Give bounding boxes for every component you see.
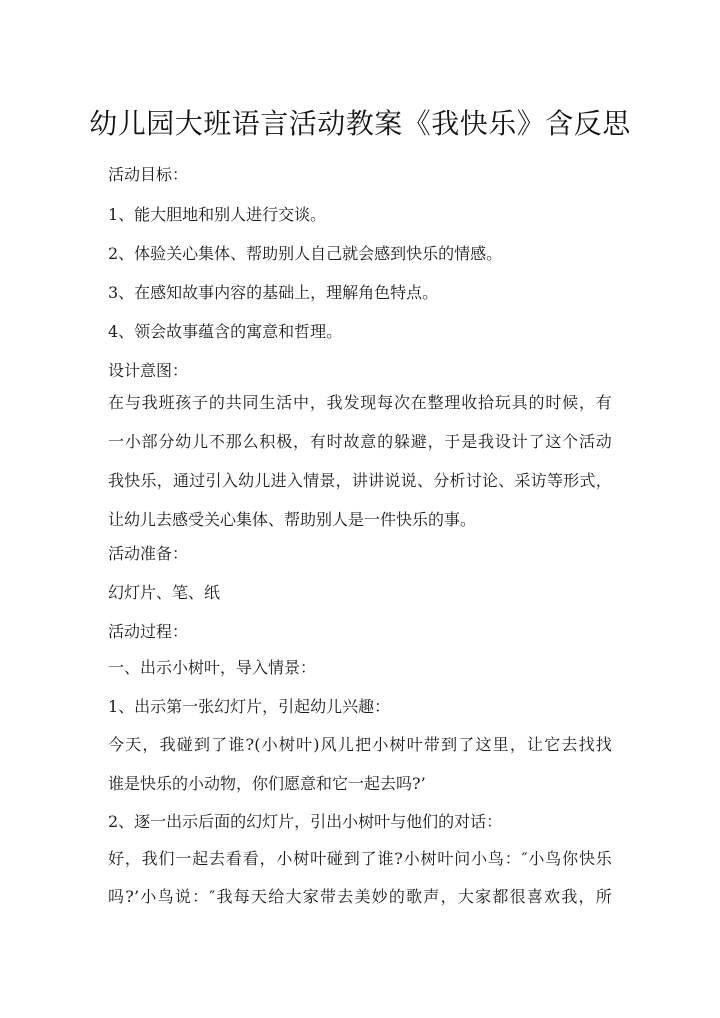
section-heading-preparation: 活动准备： [108, 544, 189, 563]
process-paragraph-line: 谁是快乐的小动物，你们愿意和它一起去吗?’ [108, 774, 426, 793]
section-heading-goals: 活动目标： [108, 165, 189, 184]
process-substep: 1、出示第一张幻灯片，引起幼儿兴趣： [108, 697, 391, 716]
section-heading-process: 活动过程： [108, 622, 189, 641]
goal-item-3: 3、在感知故事内容的基础上，理解角色特点。 [108, 283, 439, 302]
process-substep: 2、逐一出示后面的幻灯片，引出小树叶与他们的对话： [108, 812, 503, 831]
design-paragraph-line: 一小部分幼儿不那么积极，有时故意的躲避，于是我设计了这个活动 [108, 432, 612, 451]
preparation-items: 幻灯片、笔、纸 [108, 583, 221, 602]
design-paragraph-line: 让幼儿去感受关心集体、帮助别人是一件快乐的事。 [108, 510, 477, 529]
goal-item-2: 2、体验关心集体、帮助别人自己就会感到快乐的情感。 [108, 244, 503, 263]
design-paragraph-line: 我快乐，通过引入幼儿进入情景，讲讲说说、分析讨论、采访等形式， [108, 471, 612, 490]
design-paragraph-line: 在与我班孩子的共同生活中，我发现每次在整理收拾玩具的时候，有 [108, 393, 612, 412]
process-step-heading: 一、出示小树叶，导入情景： [108, 658, 317, 677]
goal-item-1: 1、能大胆地和别人进行交谈。 [108, 205, 327, 224]
document-title: 幼儿园大班语言活动教案《我快乐》含反思 [89, 107, 631, 140]
section-heading-design: 设计意图： [108, 361, 189, 380]
process-paragraph-line: 吗?’小鸟说：″我每天给大家带去美妙的歌声，大家都很喜欢我，所 [108, 887, 612, 906]
goal-item-4: 4、领会故事蕴含的寓意和哲理。 [108, 322, 343, 341]
process-paragraph-line: 好，我们一起去看看，小树叶碰到了谁?小树叶问小鸟：″小鸟你快乐 [108, 849, 612, 868]
process-paragraph-line: 今天，我碰到了谁?(小树叶)风儿把小树叶带到了这里，让它去找找 [108, 735, 612, 754]
